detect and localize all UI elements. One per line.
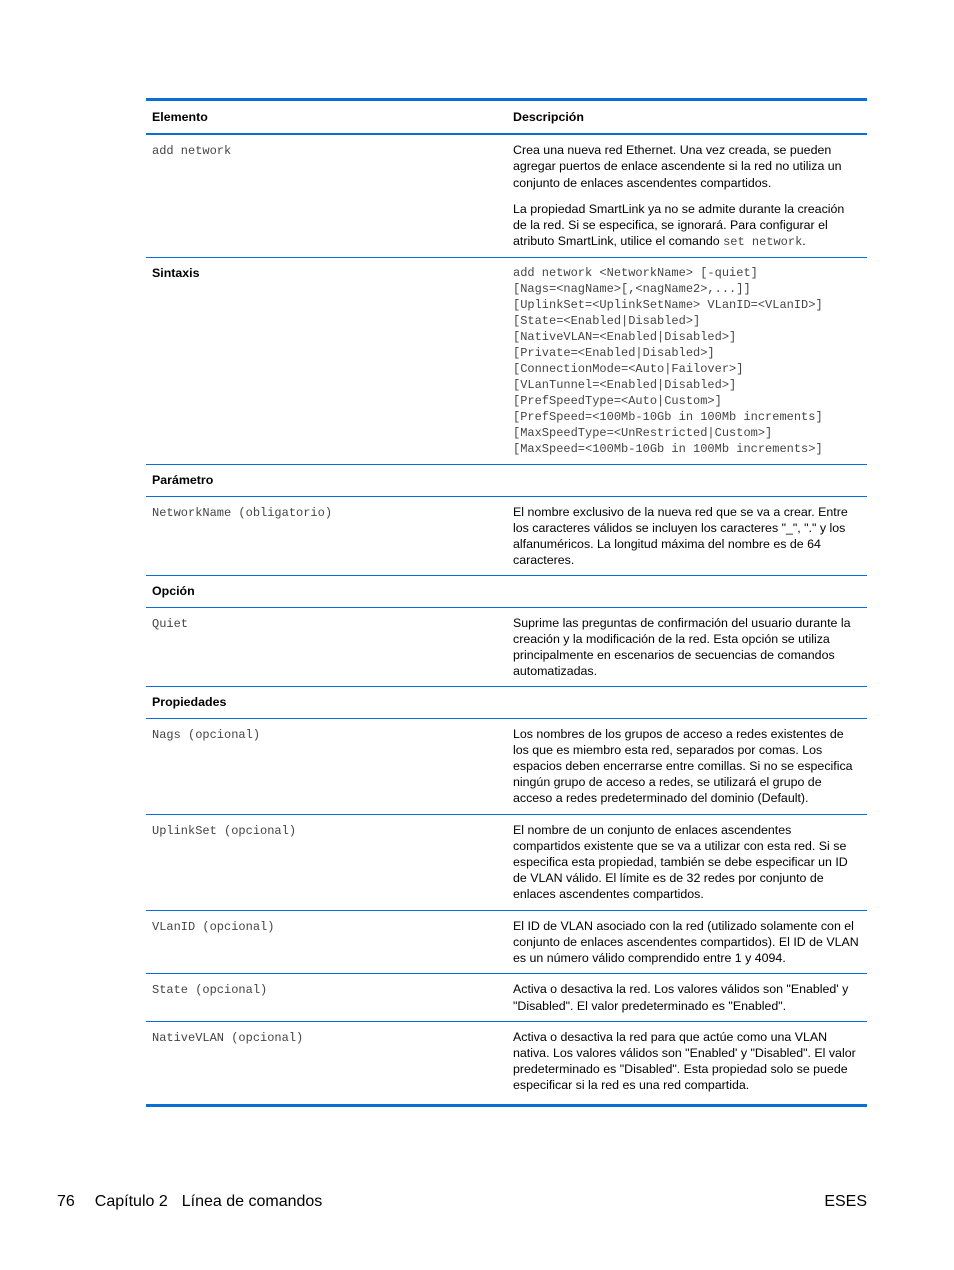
property-desc: Los nombres de los grupos de acceso a redes existentes de los que es miembro esta red, separados por comas. Los espacios deben encerrarse entre comillas. Si no se especifica ningún grupo de acceso a redes, se utilizará el grupo de acceso a redes predeterminado del dominio (Default). [507, 718, 867, 814]
syntax-line: [UplinkSet=<UplinkSetName> VLanID=<VLanID>] [513, 298, 823, 313]
section-row-parametro [146, 465, 867, 496]
set-network-code: set network [723, 235, 803, 250]
syntax-line: [ConnectionMode=<Auto|Failover>] [513, 362, 744, 377]
command-reference-table [146, 98, 867, 1107]
syntax-line: [MaxSpeed=<100Mb-10Gb in 100Mb increments>] [513, 442, 823, 457]
syntax-line: [PrefSpeed=<100Mb-10Gb in 100Mb increments] [513, 410, 823, 425]
page-footer-left [57, 1192, 322, 1212]
property-name-cell [146, 718, 507, 814]
command-name: add network [152, 144, 232, 159]
empty-cell [507, 576, 867, 607]
property-name: State (opcional) [152, 983, 268, 998]
desc-paragraph-smartlink [513, 201, 861, 251]
desc-add-network [507, 134, 867, 258]
syntax-line: [NativeVLAN=<Enabled|Disabled>] [513, 330, 737, 345]
table-row-networkname [146, 496, 867, 576]
section-row-opcion [146, 576, 867, 607]
table-header-row [146, 100, 867, 135]
section-label-cell [146, 465, 507, 496]
empty-cell [507, 465, 867, 496]
property-desc: Activa o desactiva la red. Los valores válidos son "Enabled' y "Disabled". El valor predeterminado es "Enabled". [507, 974, 867, 1021]
desc-paragraph: Crea una nueva red Ethernet. Una vez creada, se pueden agregar puertos de enlace ascendente si la red no utiliza un conjunto de enlaces ascendentes compartidos. [513, 143, 842, 190]
syntax-line: [PrefSpeedType=<Auto|Custom>] [513, 394, 722, 409]
property-name-cell [146, 910, 507, 974]
property-desc: El nombre de un conjunto de enlaces ascendentes compartidos existente que se va a utilizar con esta red. Si se especifica esta propiedad, también se debe especificar un ID de VLAN válido. El límite es de 32 redes por conjunto de enlaces ascendentes compartidos. [507, 814, 867, 910]
param-desc: El nombre exclusivo de la nueva red que se va a crear. Entre los caracteres válidos se incluyen los caracteres "_", "." y los alfanuméricos. La longitud máxima del nombre es de 64 caracteres. [507, 496, 867, 576]
section-label-opcion: Opción [152, 584, 195, 599]
property-name: NativeVLAN (opcional) [152, 1030, 304, 1045]
syntax-line: [State=<Enabled|Disabled>] [513, 314, 701, 329]
header-elemento: Elemento [146, 100, 507, 135]
property-name-cell [146, 974, 507, 1021]
syntax-label: Sintaxis [152, 266, 200, 281]
property-name: VLanID (opcional) [152, 919, 275, 934]
section-label-cell [146, 576, 507, 607]
table-row-property [146, 814, 867, 910]
syntax-line: [Private=<Enabled|Disabled>] [513, 346, 715, 361]
property-desc: El ID de VLAN asociado con la red (utilizado solamente con el conjunto de enlaces ascendentes compartidos). El ID de VLAN es un número válido comprendido entre 1 y 4094. [507, 910, 867, 974]
section-label-parametro: Parámetro [152, 473, 214, 488]
page-footer-locale: ESES [824, 1193, 867, 1210]
table-row-property [146, 974, 867, 1021]
syntax-code-block [507, 258, 867, 465]
header-descripcion: Descripción [507, 100, 867, 135]
property-name: Nags (opcional) [152, 727, 261, 742]
syntax-line: [MaxSpeedType=<UnRestricted|Custom>] [513, 426, 773, 441]
smartlink-text: La propiedad SmartLink ya no se admite durante la creación de la red. Si se especifica, se ignorará. Para configurar el atributo SmartLink, utilice el comando [513, 201, 845, 249]
syntax-line: [Nags=<nagName>[,<nagName2>,...]] [513, 282, 751, 297]
syntax-label-cell [146, 258, 507, 465]
syntax-line: add network <NetworkName> [-quiet] [513, 266, 758, 281]
section-label-propiedades: Propiedades [152, 695, 227, 710]
param-name: NetworkName (obligatorio) [152, 505, 333, 520]
section-row-propiedades [146, 687, 867, 718]
section-label-cell [146, 687, 507, 718]
chapter-title: Línea de comandos [181, 1193, 323, 1210]
table-row-property [146, 1021, 867, 1105]
empty-cell [507, 687, 867, 718]
property-name-cell [146, 1021, 507, 1105]
table-row-syntax [146, 258, 867, 465]
table-row-quiet [146, 607, 867, 687]
page-number: 76 [57, 1193, 75, 1210]
param-name-cell [146, 496, 507, 576]
syntax-line: [VLanTunnel=<Enabled|Disabled>] [513, 378, 737, 393]
table-row-property [146, 910, 867, 974]
property-name-cell [146, 814, 507, 910]
option-name-cell [146, 607, 507, 687]
element-add-network [146, 134, 507, 258]
chapter-label: Capítulo 2 [94, 1193, 168, 1210]
option-name: Quiet [152, 616, 189, 631]
table-row-property [146, 718, 867, 814]
option-desc: Suprime las preguntas de confirmación del usuario durante la creación y la modificación de la red. Esta opción se utiliza principalmente en escenarios de secuencias de comandos automatizadas. [507, 607, 867, 687]
property-desc: Activa o desactiva la red para que actúe como una VLAN nativa. Los valores válidos son "Enabled' y "Disabled". El valor predeterminado es "Disabled". Esta propiedad solo se puede especificar si la red es una red compartida. [513, 1029, 856, 1093]
property-name: UplinkSet (opcional) [152, 823, 297, 838]
table-row-add-network [146, 134, 867, 258]
smartlink-end: . [802, 234, 806, 249]
